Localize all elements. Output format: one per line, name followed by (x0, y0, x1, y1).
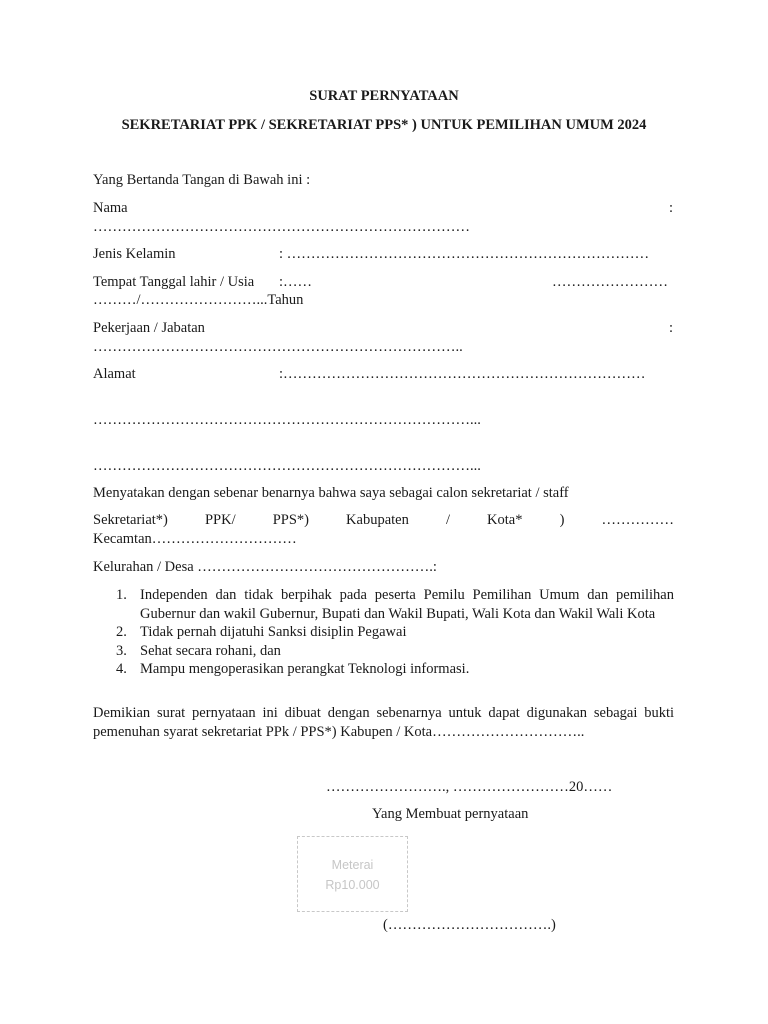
alamat-label: Alamat (93, 366, 136, 382)
document-title: SURAT PERNYATAAN (309, 88, 459, 104)
list-item-number: 2. (116, 624, 127, 640)
kelurahan-line: Kelurahan / Desa ………………………………………….: (93, 559, 437, 575)
nama-label: Nama (93, 200, 128, 216)
declaration-line-2 (93, 512, 674, 529)
declaration-word: Kabupaten (346, 512, 409, 528)
list-item-text: Tidak pernah dijatuhi Sanksi disiplin Pegawai (140, 624, 407, 640)
intro-text: Yang Bertanda Tangan di Bawah ini : (93, 172, 311, 188)
list-item (93, 586, 674, 623)
declaration-word: Sekretariat*) (93, 512, 168, 528)
declaration-line-1: Menyatakan dengan sebenar benarnya bahwa saya sebagai calon sekretariat / staff (93, 485, 569, 501)
ttl-label: Tempat Tanggal lahir / Usia (93, 274, 255, 290)
document-subtitle: SEKRETARIAT PPK / SEKRETARIAT PPS* ) UNTUK PEMILIHAN UMUM 2024 (121, 117, 647, 133)
meterai-stamp-box (297, 836, 408, 912)
list-item-number: 1. (116, 587, 127, 603)
stamp-amount: Rp10.000 (325, 878, 380, 892)
declaration-word: PPK/ (204, 512, 236, 528)
list-item (93, 642, 674, 661)
ttl-value-1: :…… (279, 274, 313, 290)
pekerjaan-dots: ………………………………………………………………….. (93, 339, 463, 355)
declaration-word: ) (559, 512, 565, 528)
stamp-label: Meterai (331, 858, 374, 872)
nama-colon: : (669, 200, 674, 216)
pekerjaan-colon: : (669, 320, 674, 336)
alamat-value: :………………………………………………………………… (279, 366, 646, 382)
place-date-line: ……………………., ……………………20…… (326, 779, 613, 795)
list-item-text: Independen dan tidak berpihak pada peserta Pemilu Pemilihan Umum dan pemilihan Gubernur dan wakil Gubernur, Bupati dan Wakil Bupati, Wali Kota dan Wakil Wali Kota (140, 587, 674, 622)
alamat-line-2: ……………………………………………………………………... (93, 412, 481, 428)
list-item-number: 3. (116, 642, 127, 659)
declaration-word: PPS*) (272, 512, 309, 528)
list-item-text: Sehat secara rohani, dan (140, 642, 281, 659)
ttl-value-3: ………/……………………...Tahun (93, 292, 304, 308)
statement-list (93, 586, 674, 679)
closing-paragraph: Demikian surat pernyataan ini dibuat dengan sebenarnya untuk dapat digunakan sebagai bukti pemenuhan syarat sekretariat PPk / PPS*) Kabupen / Kota………………………….. (93, 705, 674, 740)
alamat-line-3: ……………………………………………………………………... (93, 458, 481, 474)
declaration-word: …………… (601, 512, 674, 528)
signature-name-line: (…………………………….) (383, 917, 556, 933)
list-item (93, 623, 674, 642)
ttl-value-2: …………………… (552, 274, 668, 290)
list-item (93, 660, 674, 679)
list-item-number: 4. (116, 661, 127, 677)
jenis-kelamin-label: Jenis Kelamin (93, 246, 176, 262)
pekerjaan-label: Pekerjaan / Jabatan (93, 320, 205, 336)
declaration-line-3: Kecamtan………………………… (93, 531, 297, 547)
jenis-kelamin-value: : ………………………………………………………………… (279, 246, 650, 262)
nama-dots: …………………………………………………………………… (93, 219, 470, 235)
signature-maker-label: Yang Membuat pernyataan (372, 806, 529, 822)
declaration-word: / (445, 512, 450, 528)
declaration-word: Kota* (487, 512, 523, 528)
list-item-text: Mampu mengoperasikan perangkat Teknologi informasi. (140, 661, 470, 677)
